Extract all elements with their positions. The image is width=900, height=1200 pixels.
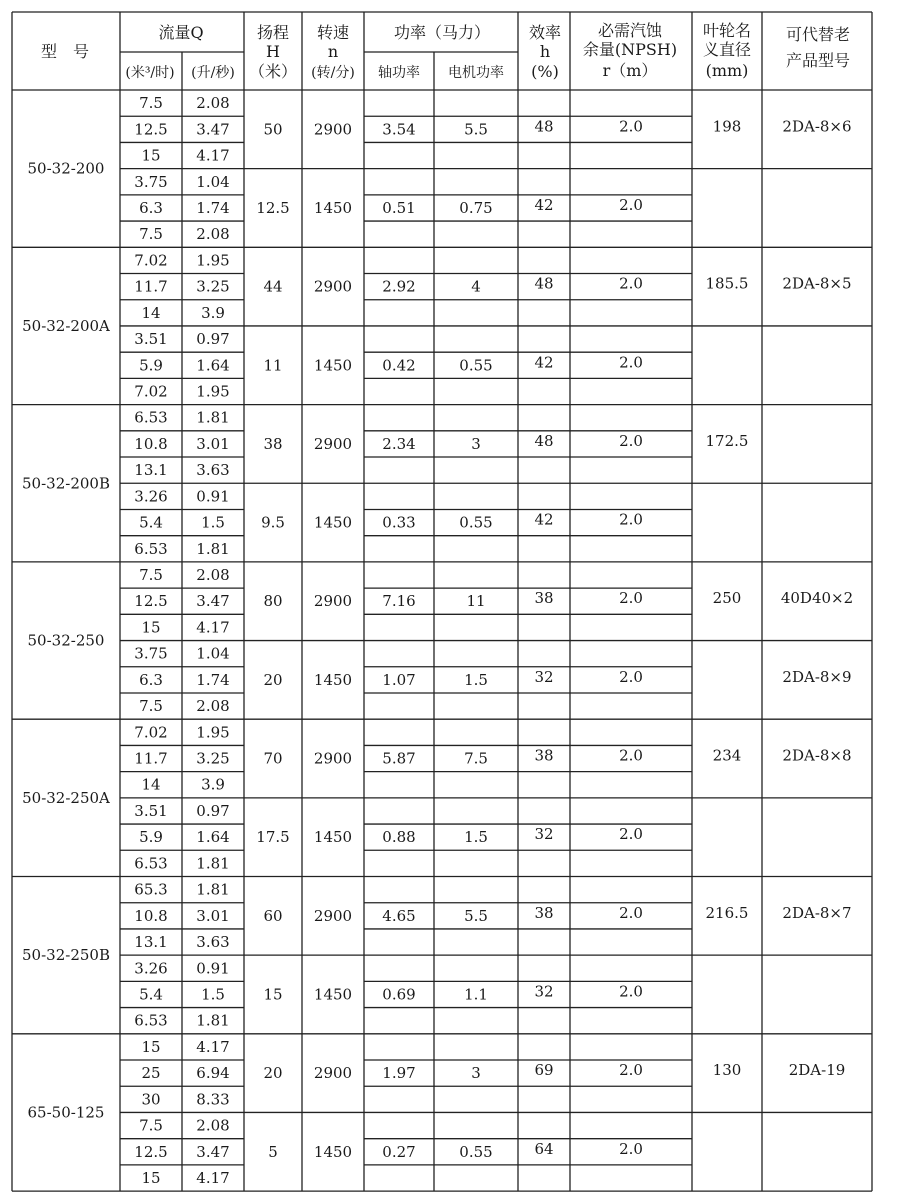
header-flow: 流量Q xyxy=(158,23,204,42)
flow-ls-cell: 0.97 xyxy=(196,801,230,820)
motor-power-cell: 3 xyxy=(471,434,481,453)
model-name: 50-32-250 xyxy=(27,631,105,650)
flow-ls-cell: 2.08 xyxy=(196,1116,230,1135)
npsh-cell: 2.0 xyxy=(619,825,643,844)
flow-ls-cell: 1.04 xyxy=(196,172,230,191)
flow-ls-cell: 4.17 xyxy=(196,1037,230,1056)
speed-cell: 2900 xyxy=(313,749,353,768)
flow-m3h-cell: 5.9 xyxy=(139,828,163,847)
flow-m3h-cell: 7.02 xyxy=(134,382,168,401)
header-efficiency-unit: (%) xyxy=(531,62,559,81)
flow-ls-cell: 1.74 xyxy=(196,198,230,217)
efficiency-cell: 38 xyxy=(534,903,554,922)
head-cell: 20 xyxy=(263,670,283,689)
flow-m3h-cell: 15 xyxy=(141,618,161,637)
table-header xyxy=(41,21,850,81)
flow-ls-cell: 0.91 xyxy=(196,959,230,978)
efficiency-cell: 64 xyxy=(534,1139,554,1158)
flow-ls-cell: 1.64 xyxy=(196,828,230,847)
flow-m3h-cell: 13.1 xyxy=(134,933,168,952)
shaft-power-cell: 1.97 xyxy=(382,1064,416,1083)
efficiency-cell: 69 xyxy=(534,1061,554,1080)
shaft-power-cell: 2.34 xyxy=(382,434,416,453)
motor-power-cell: 5.5 xyxy=(464,120,488,139)
npsh-cell: 2.0 xyxy=(619,431,643,450)
header-flow-ls: (升/秒) xyxy=(191,65,235,81)
flow-m3h-cell: 14 xyxy=(141,775,161,794)
npsh-cell: 2.0 xyxy=(619,746,643,765)
flow-ls-cell: 3.9 xyxy=(201,303,225,322)
motor-power-cell: 1.5 xyxy=(464,670,488,689)
motor-power-cell: 0.55 xyxy=(459,1142,493,1161)
flow-m3h-cell: 6.53 xyxy=(134,408,168,427)
flow-m3h-cell: 7.02 xyxy=(134,251,168,270)
efficiency-cell: 48 xyxy=(534,274,554,293)
flow-ls-cell: 0.91 xyxy=(196,487,230,506)
motor-power-cell: 1.5 xyxy=(464,828,488,847)
flow-ls-cell: 1.04 xyxy=(196,644,230,663)
efficiency-cell: 48 xyxy=(534,117,554,136)
motor-power-cell: 11 xyxy=(466,592,486,611)
speed-cell: 2900 xyxy=(313,434,353,453)
model-name: 50-32-250B xyxy=(22,946,110,965)
impeller-diameter-cell: 250 xyxy=(712,589,742,608)
old-model-cell: 2DA-19 xyxy=(788,1061,846,1080)
npsh-cell: 2.0 xyxy=(619,117,643,136)
motor-power-cell: 7.5 xyxy=(464,749,488,768)
flow-m3h-cell: 65.3 xyxy=(134,880,168,899)
npsh-cell: 2.0 xyxy=(619,353,643,372)
efficiency-cell: 42 xyxy=(534,195,554,214)
header-power: 功率（马力） xyxy=(393,23,491,42)
shaft-power-cell: 0.42 xyxy=(382,356,416,375)
efficiency-cell: 38 xyxy=(534,746,554,765)
flow-m3h-cell: 14 xyxy=(141,303,161,322)
speed-cell: 1450 xyxy=(313,828,353,847)
old-model-cell: 2DA-8×8 xyxy=(782,746,852,765)
flow-m3h-cell: 7.5 xyxy=(139,566,163,585)
npsh-cell: 2.0 xyxy=(619,195,643,214)
motor-power-cell: 3 xyxy=(471,1064,481,1083)
flow-ls-cell: 1.95 xyxy=(196,382,230,401)
old-model-cell: 2DA-8×6 xyxy=(782,117,852,136)
flow-m3h-cell: 3.26 xyxy=(134,959,168,978)
speed-cell: 1450 xyxy=(313,198,353,217)
flow-m3h-cell: 3.51 xyxy=(134,330,168,349)
flow-ls-cell: 4.17 xyxy=(196,618,230,637)
impeller-diameter-cell: 172.5 xyxy=(705,431,749,450)
flow-m3h-cell: 6.3 xyxy=(139,198,163,217)
head-cell: 9.5 xyxy=(261,513,285,532)
header-impeller-label: 叶轮名 xyxy=(702,21,752,40)
speed-cell: 1450 xyxy=(313,1142,353,1161)
flow-ls-cell: 3.63 xyxy=(196,461,230,480)
npsh-cell: 2.0 xyxy=(619,667,643,686)
header-efficiency-label: 效率 xyxy=(528,23,562,42)
header-impeller-unit: (mm) xyxy=(705,61,749,80)
speed-cell: 2900 xyxy=(313,120,353,139)
shaft-power-cell: 0.33 xyxy=(382,513,416,532)
head-cell: 60 xyxy=(263,906,283,925)
old-model-cell: 40D40×2 xyxy=(780,589,854,608)
flow-ls-cell: 1.81 xyxy=(196,1011,230,1030)
speed-cell: 2900 xyxy=(313,592,353,611)
impeller-diameter-cell: 185.5 xyxy=(705,274,749,293)
header-speed-symbol: n xyxy=(327,42,339,61)
header-shaft-power: 轴功率 xyxy=(378,65,420,81)
header-replace-label-2: 产品型号 xyxy=(785,51,851,70)
flow-m3h-cell: 7.02 xyxy=(134,723,168,742)
model-name: 50-32-250A xyxy=(22,788,110,807)
flow-ls-cell: 8.33 xyxy=(196,1090,230,1109)
header-motor-power: 电机功率 xyxy=(448,65,504,81)
speed-cell: 2900 xyxy=(313,906,353,925)
flow-m3h-cell: 7.5 xyxy=(139,697,163,716)
flow-m3h-cell: 15 xyxy=(141,1037,161,1056)
flow-ls-cell: 1.64 xyxy=(196,356,230,375)
flow-m3h-cell: 25 xyxy=(141,1064,161,1083)
flow-ls-cell: 3.47 xyxy=(196,592,230,611)
flow-m3h-cell: 5.4 xyxy=(139,985,163,1004)
motor-power-cell: 5.5 xyxy=(464,906,488,925)
flow-m3h-cell: 6.53 xyxy=(134,1011,168,1030)
efficiency-cell: 48 xyxy=(534,431,554,450)
model-name: 50-32-200A xyxy=(22,316,110,335)
header-head-unit: （米） xyxy=(248,62,298,81)
head-cell: 70 xyxy=(263,749,283,768)
flow-ls-cell: 2.08 xyxy=(196,697,230,716)
efficiency-cell: 32 xyxy=(534,825,554,844)
old-model-cell: 2DA-8×5 xyxy=(782,274,852,293)
flow-m3h-cell: 5.9 xyxy=(139,356,163,375)
flow-ls-cell: 3.25 xyxy=(196,749,230,768)
shaft-power-cell: 5.87 xyxy=(382,749,416,768)
flow-ls-cell: 3.47 xyxy=(196,120,230,139)
header-efficiency-symbol: h xyxy=(539,42,551,61)
impeller-diameter-cell: 216.5 xyxy=(705,903,749,922)
header-replace-label: 可代替老 xyxy=(785,25,851,44)
speed-cell: 1450 xyxy=(313,985,353,1004)
npsh-cell: 2.0 xyxy=(619,589,643,608)
flow-ls-cell: 1.5 xyxy=(201,513,225,532)
head-cell: 12.5 xyxy=(256,198,290,217)
head-cell: 17.5 xyxy=(256,828,290,847)
impeller-diameter-cell: 198 xyxy=(712,117,742,136)
shaft-power-cell: 0.27 xyxy=(382,1142,416,1161)
head-cell: 44 xyxy=(263,277,283,296)
flow-ls-cell: 3.25 xyxy=(196,277,230,296)
header-speed-unit: (转/分) xyxy=(311,65,355,81)
speed-cell: 2900 xyxy=(313,277,353,296)
model-name: 50-32-200B xyxy=(22,474,110,493)
flow-m3h-cell: 12.5 xyxy=(134,120,168,139)
flow-m3h-cell: 10.8 xyxy=(134,906,168,925)
flow-ls-cell: 1.74 xyxy=(196,670,230,689)
head-cell: 50 xyxy=(263,120,283,139)
flow-ls-cell: 1.81 xyxy=(196,880,230,899)
head-cell: 38 xyxy=(263,434,283,453)
speed-cell: 1450 xyxy=(313,356,353,375)
model-name: 50-32-200 xyxy=(27,159,105,178)
flow-m3h-cell: 15 xyxy=(141,1168,161,1187)
npsh-cell: 2.0 xyxy=(619,510,643,529)
shaft-power-cell: 2.92 xyxy=(382,277,416,296)
npsh-cell: 2.0 xyxy=(619,274,643,293)
flow-ls-cell: 1.81 xyxy=(196,539,230,558)
flow-ls-cell: 3.47 xyxy=(196,1142,230,1161)
header-npsh-unit: r（m） xyxy=(602,61,658,80)
flow-m3h-cell: 3.75 xyxy=(134,172,168,191)
flow-ls-cell: 3.9 xyxy=(201,775,225,794)
flow-m3h-cell: 6.3 xyxy=(139,670,163,689)
flow-m3h-cell: 7.5 xyxy=(139,94,163,113)
flow-ls-cell: 3.63 xyxy=(196,933,230,952)
old-model-cell: 2DA-8×7 xyxy=(782,903,852,922)
motor-power-cell: 0.75 xyxy=(459,198,493,217)
motor-power-cell: 4 xyxy=(471,277,481,296)
flow-m3h-cell: 30 xyxy=(141,1090,161,1109)
flow-ls-cell: 1.81 xyxy=(196,408,230,427)
flow-m3h-cell: 3.51 xyxy=(134,801,168,820)
flow-m3h-cell: 3.26 xyxy=(134,487,168,506)
shaft-power-cell: 0.69 xyxy=(382,985,416,1004)
head-cell: 15 xyxy=(263,985,283,1004)
flow-ls-cell: 1.81 xyxy=(196,854,230,873)
npsh-cell: 2.0 xyxy=(619,903,643,922)
flow-ls-cell: 3.01 xyxy=(196,434,230,453)
header-head-symbol: H xyxy=(266,42,280,61)
npsh-cell: 2.0 xyxy=(619,1139,643,1158)
head-cell: 11 xyxy=(263,356,283,375)
npsh-cell: 2.0 xyxy=(619,1061,643,1080)
flow-m3h-cell: 12.5 xyxy=(134,1142,168,1161)
flow-ls-cell: 4.17 xyxy=(196,146,230,165)
header-flow-m3h: (米³/时) xyxy=(125,65,175,81)
flow-m3h-cell: 10.8 xyxy=(134,434,168,453)
flow-m3h-cell: 3.75 xyxy=(134,644,168,663)
header-speed-label: 转速 xyxy=(316,23,350,42)
model-name: 65-50-125 xyxy=(27,1103,105,1122)
header-head-label: 扬程 xyxy=(256,23,290,42)
shaft-power-cell: 0.51 xyxy=(382,198,416,217)
flow-ls-cell: 1.95 xyxy=(196,251,230,270)
flow-m3h-cell: 11.7 xyxy=(134,277,168,296)
speed-cell: 1450 xyxy=(313,513,353,532)
flow-m3h-cell: 6.53 xyxy=(134,854,168,873)
flow-ls-cell: 0.97 xyxy=(196,330,230,349)
motor-power-cell: 0.55 xyxy=(459,513,493,532)
flow-m3h-cell: 15 xyxy=(141,146,161,165)
header-npsh-label: 必需汽蚀 xyxy=(597,21,663,40)
flow-ls-cell: 2.08 xyxy=(196,225,230,244)
head-cell: 80 xyxy=(263,592,283,611)
flow-m3h-cell: 12.5 xyxy=(134,592,168,611)
motor-power-cell: 1.1 xyxy=(464,985,488,1004)
flow-m3h-cell: 11.7 xyxy=(134,749,168,768)
speed-cell: 1450 xyxy=(313,670,353,689)
old-model-cell: 2DA-8×9 xyxy=(782,667,852,686)
efficiency-cell: 38 xyxy=(534,589,554,608)
flow-ls-cell: 6.94 xyxy=(196,1064,230,1083)
flow-m3h-cell: 13.1 xyxy=(134,461,168,480)
speed-cell: 2900 xyxy=(313,1064,353,1083)
flow-m3h-cell: 7.5 xyxy=(139,1116,163,1135)
impeller-diameter-cell: 130 xyxy=(712,1061,742,1080)
flow-ls-cell: 2.08 xyxy=(196,94,230,113)
npsh-cell: 2.0 xyxy=(619,982,643,1001)
flow-ls-cell: 4.17 xyxy=(196,1168,230,1187)
efficiency-cell: 42 xyxy=(534,353,554,372)
head-cell: 20 xyxy=(263,1064,283,1083)
header-model: 型 号 xyxy=(40,42,90,61)
flow-ls-cell: 2.08 xyxy=(196,566,230,585)
flow-m3h-cell: 7.5 xyxy=(139,225,163,244)
header-npsh-symbol: 余量(NPSH) xyxy=(582,40,678,59)
head-cell: 5 xyxy=(268,1142,278,1161)
efficiency-cell: 32 xyxy=(534,982,554,1001)
efficiency-cell: 42 xyxy=(534,510,554,529)
flow-m3h-cell: 5.4 xyxy=(139,513,163,532)
flow-m3h-cell: 6.53 xyxy=(134,539,168,558)
impeller-diameter-cell: 234 xyxy=(712,746,742,765)
shaft-power-cell: 1.07 xyxy=(382,670,416,689)
shaft-power-cell: 7.16 xyxy=(382,592,416,611)
shaft-power-cell: 3.54 xyxy=(382,120,416,139)
motor-power-cell: 0.55 xyxy=(459,356,493,375)
flow-ls-cell: 3.01 xyxy=(196,906,230,925)
efficiency-cell: 32 xyxy=(534,667,554,686)
header-impeller-label-2: 义直径 xyxy=(702,40,752,59)
shaft-power-cell: 0.88 xyxy=(382,828,416,847)
shaft-power-cell: 4.65 xyxy=(382,906,416,925)
flow-ls-cell: 1.95 xyxy=(196,723,230,742)
flow-ls-cell: 1.5 xyxy=(201,985,225,1004)
